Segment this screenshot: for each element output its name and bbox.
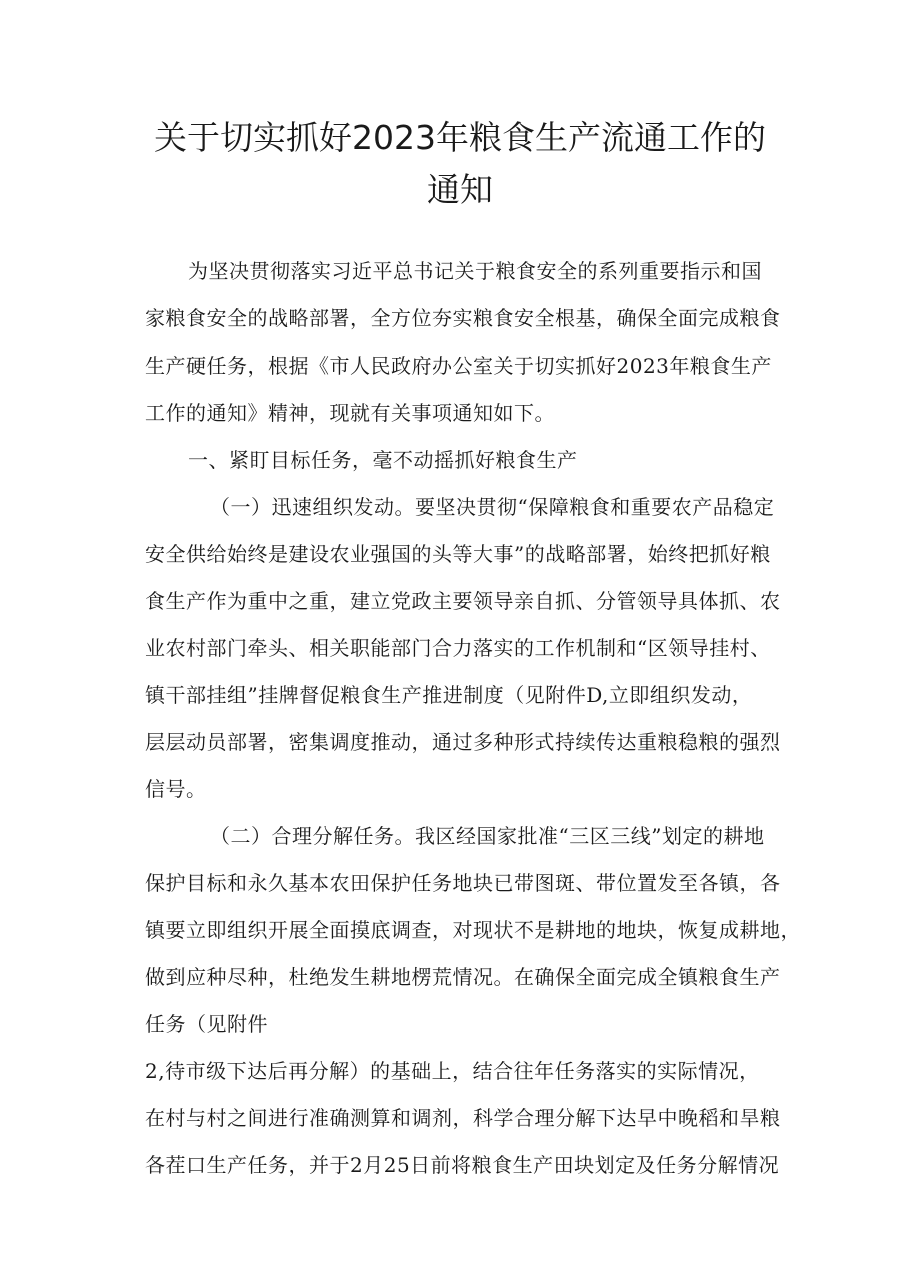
paragraph-line: 信号。 [145,777,207,801]
paragraph-line: 任务（见附件 [145,1012,268,1036]
paragraph-line: 家粮食安全的战略部署，全方位夯实粮食安全根基，确保全面完成粮食 [145,306,781,330]
paragraph-line: 做到应种尽种，杜绝发生耕地楞荒情况。在确保全面完成全镇粮食生产 [145,965,781,989]
paragraph-line: 2,待市级下达后再分解）的基础上，结合往年任务落实的实际情况， [145,1059,760,1083]
paragraph-line: 工作的通知》精神，现就有关事项通知如下。 [145,401,555,425]
paragraph-line: 镇要立即组织开展全面摸底调查，对现状不是耕地的地块，恢复成耕地， [145,918,801,942]
paragraph-line: 各茬口生产任务，并于2月25日前将粮食生产田块划定及任务分解情况 [145,1153,780,1177]
paragraph-line: （二）合理分解任务。我区经国家批准“三区三线”划定的耕地 [210,824,765,848]
paragraph-line: 保护目标和永久基本农田保护任务地块已带图斑、带位置发至各镇，各 [145,871,781,895]
paragraph-line: 为坚决贯彻落实习近平总书记关于粮食安全的系列重要指示和国 [188,259,762,283]
paragraph-line: （一）迅速组织发动。要坚决贯彻“保障粮食和重要农产品稳定 [210,495,775,519]
paragraph-line: 安全供给始终是建设农业强国的头等大事”的战略部署，始终把抓好粮 [145,542,771,566]
document-title: 关于切实抓好2023年粮食生产流通工作的通知 [154,118,766,209]
section-heading: 一、紧盯目标任务，毫不动摇抓好粮食生产 [188,448,578,472]
paragraph-line: 业农村部门牵头、相关职能部门合力落实的工作机制和“区领导挂村、 [145,636,771,660]
paragraph-line: 生产硬任务，根据《市人民政府办公室关于切实抓好2023年粮食生产 [145,354,772,378]
paragraph-line: 层层动员部署，密集调度推动，通过多种形式持续传达重粮稳粮的强烈 [145,730,781,754]
paragraph-line: 在村与村之间进行准确测算和调剂，科学合理分解下达早中晚稻和旱粮 [145,1106,781,1130]
paragraph-line: 食生产作为重中之重，建立党政主要领导亲自抓、分管领导具体抓、农 [145,589,781,613]
paragraph-line: 镇干部挂组”挂牌督促粮食生产推进制度（见附件D,立即组织发动， [145,683,753,707]
